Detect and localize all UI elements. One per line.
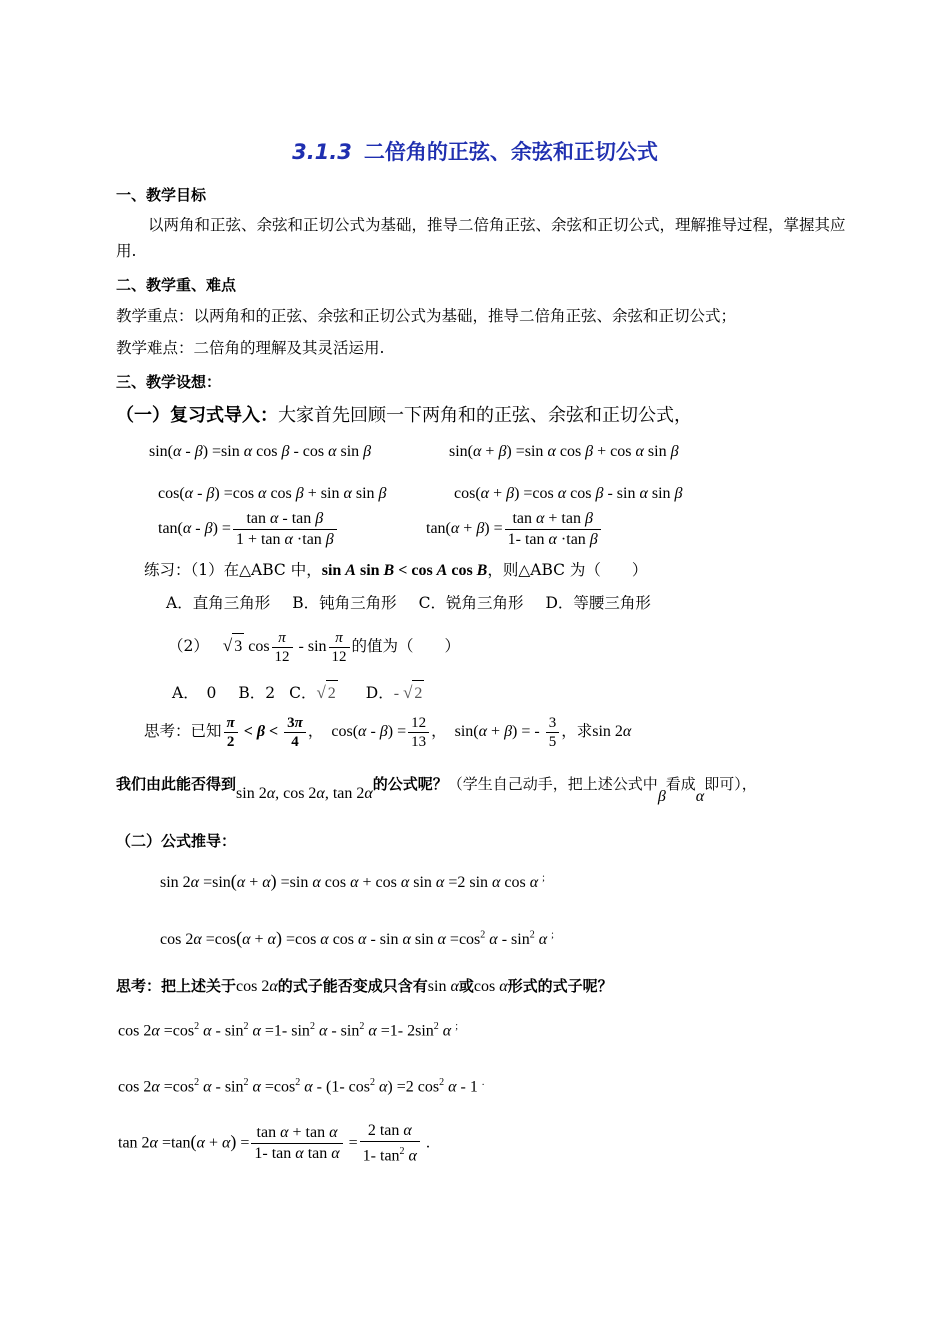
cos-condition: cos(α - β) = $\frac{12}{13}$ bbox=[331, 723, 431, 740]
think-question-2 bbox=[116, 975, 613, 996]
formula-tan-diff: tan(α - β) = $\frac{\text{tan α - tan β}}{\text{1 + tan α ·tan β}}$ bbox=[158, 510, 339, 549]
review-text: 大家首先回顾一下两角和的正弦、余弦和正切公式， bbox=[278, 405, 692, 426]
practice-q2-prefix: （2） bbox=[168, 637, 209, 656]
think1-sep-2: ， bbox=[431, 722, 447, 741]
double-angle-list: sin 2α, cos 2α, tan 2α bbox=[236, 785, 373, 802]
cosa-symbol: cos α bbox=[473, 978, 508, 995]
sqrt2-value: √ 2 bbox=[316, 685, 337, 702]
practice-q2 bbox=[168, 630, 460, 665]
option2-d: D． bbox=[365, 684, 394, 702]
think2-b: 的式子能否变成只含有 bbox=[277, 977, 428, 995]
practice-q2-options bbox=[172, 680, 424, 707]
think1-prefix: 思考：已知 bbox=[144, 722, 222, 741]
derive-lead bbox=[116, 773, 757, 805]
practice-q2-suffix: 的值为（ ） bbox=[351, 637, 461, 656]
formula-cos2a: cos 2α =cos(α + α) =cos α cos α - sin α $\sin \alpha =\cos^2$ α - $\sin^2 \alpha$ ; bbox=[160, 928, 554, 948]
derive-note: （学生自己动手，把上述公式中 bbox=[447, 775, 658, 793]
beta-symbol: β bbox=[657, 788, 666, 805]
practice-label: 练习： bbox=[144, 561, 191, 579]
think-question-1 bbox=[144, 715, 631, 750]
think2-a: 思考：把上述关于 bbox=[116, 977, 237, 995]
key-point-text: 教学重点：以两角和的正弦、余弦和正切公式为基础，推导二倍角正弦、余弦和正切公式； bbox=[116, 307, 737, 325]
title-number: 3.1.3 bbox=[292, 140, 352, 164]
sina-symbol: sin α bbox=[427, 978, 459, 995]
cos2a-symbol: cos 2α bbox=[236, 978, 278, 995]
practice-q2-expression: √ 3 cos $\frac{\pi}{12}$ - sin $\frac{\pi}{12}$ bbox=[223, 638, 352, 655]
page-title bbox=[0, 136, 950, 166]
section-heading-design: 三、教学设想： bbox=[116, 373, 222, 391]
formula-cos2a-cos: $\cos 2\alpha =\cos^2$ $\alpha - \sin^2 \alpha =\cos^2$ α - (1- $\cos^2 \alpha) =2$ $\cos^2 \alpha - 1$ . bbox=[118, 1077, 485, 1096]
practice-q1-condition: sin A sin B < cos A cos B bbox=[321, 562, 488, 579]
formula-cos2a-sin: $\cos 2\alpha =\cos^2$ $\alpha - \sin^2 \alpha =1-$ $\sin^2 \alpha - \sin^2 \alpha =1-$ $2\sin^2$ α ; bbox=[118, 1021, 458, 1040]
practice-q1-suffix: ，则△ABC 为（ ） bbox=[487, 561, 648, 579]
think1-ask: ，求 bbox=[561, 722, 593, 741]
derive-note-3: 即可）， bbox=[704, 775, 757, 793]
option2-c: C． bbox=[289, 684, 317, 702]
derive-lead-text-2: 的公式呢？ bbox=[372, 775, 448, 793]
option2-a: A． 0 bbox=[172, 684, 217, 702]
practice-q1-options bbox=[166, 590, 651, 616]
goals-paragraph: 以两角和正弦、余弦和正切公式为基础，推导二倍角正弦、余弦和正切公式，理解推导过程，掌握其应用. bbox=[116, 216, 846, 260]
title-text: 二倍角的正弦、余弦和正切公式 bbox=[363, 140, 658, 164]
think2-c: 或 bbox=[458, 977, 474, 995]
section-heading-keypoints: 二、教学重、难点 bbox=[116, 276, 237, 294]
option-a: A．直角三角形 bbox=[166, 594, 271, 612]
formula-tan2a: tan 2α =tan(α + α) = $\frac{\text{tan α + tan α}}{\text{1- tan α tan α}}$ = $\frac{\text{2 tan α}}{1- \tan^2 \alpha}$ . bbox=[118, 1122, 430, 1165]
option-c: C．锐角三角形 bbox=[418, 594, 524, 612]
practice-q1-prefix: （1）在△ABC 中， bbox=[190, 561, 322, 579]
section-heading-derivation: （二）公式推导： bbox=[116, 832, 237, 850]
derive-note-2: 看成 bbox=[665, 775, 696, 793]
formula-tan-sum: tan(α + β) = $\frac{\text{tan α + tan β}}{\text{1- tan α ·tan β}}$ bbox=[426, 510, 603, 549]
derive-lead-text: 我们由此能否得到 bbox=[116, 775, 237, 793]
formula-cos-diff: cos(α - β) =cos α cos β + sin α sin β bbox=[158, 485, 387, 502]
option-b: B．钝角三角形 bbox=[292, 594, 397, 612]
difficulty-text: 教学难点：二倍角的理解及其灵活运用. bbox=[116, 339, 385, 357]
formula-sin2a: sin 2α =sin(α + α) =sin α cos α + cos α sin α =2 sin α cos α ; bbox=[160, 871, 545, 891]
neg-sqrt2-value: - √ 2 bbox=[394, 685, 425, 702]
think1-sep: ， bbox=[307, 722, 324, 741]
option2-b: B．2 bbox=[238, 684, 276, 702]
alpha-symbol: α bbox=[695, 788, 705, 805]
sin2a-target: sin 2α bbox=[592, 723, 632, 741]
think2-d: 形式的式子呢？ bbox=[507, 977, 613, 995]
section-heading-goals: 一、教学目标 bbox=[116, 186, 207, 204]
practice-q1 bbox=[144, 557, 647, 584]
sin-condition: sin(α + β) = - $\frac{3}{5}$ bbox=[455, 723, 562, 740]
review-intro bbox=[116, 401, 692, 427]
option-d: D．等腰三角形 bbox=[545, 594, 651, 612]
formula-sin-sum: sin(α + β) =sin α cos β + cos α sin β bbox=[449, 443, 679, 460]
formula-cos-sum: cos(α + β) =cos α cos β - sin α sin β bbox=[454, 485, 683, 502]
formula-sin-diff: sin(α - β) =sin α cos β - cos α sin β bbox=[149, 443, 372, 460]
review-label: （一）复习式导入： bbox=[116, 405, 278, 426]
beta-range: $\frac{\pi}{2}$ < β < $\frac{3\pi}{4}$ bbox=[222, 723, 308, 740]
